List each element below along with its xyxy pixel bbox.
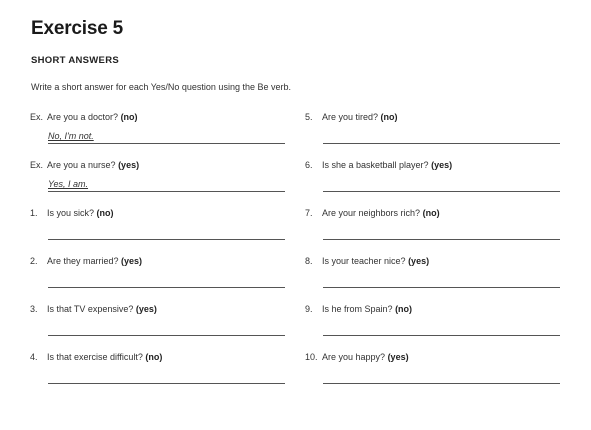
answer-line[interactable]	[48, 287, 285, 288]
right-column	[305, 112, 560, 400]
question-text	[30, 208, 114, 218]
instructions-text: Write a short answer for each Yes/No question using the Be verb.	[31, 82, 291, 92]
question: Is he from Spain?	[322, 304, 393, 314]
example-answer: No, I'm not.	[48, 131, 94, 141]
exercise-item	[305, 160, 560, 208]
answer-line[interactable]	[48, 383, 285, 384]
answer-hint: (yes)	[121, 256, 143, 266]
answer-line[interactable]	[48, 335, 285, 336]
question-text	[305, 112, 398, 122]
question-text	[305, 256, 429, 266]
answer-hint: (yes)	[408, 256, 430, 266]
exercise-item	[30, 112, 285, 160]
answer-hint: (yes)	[118, 160, 140, 170]
exercise-item	[305, 352, 560, 400]
exercise-item	[30, 256, 285, 304]
answer-hint: (yes)	[135, 304, 157, 314]
answer-line[interactable]	[323, 335, 560, 336]
item-number: 8.	[305, 256, 313, 266]
question-text	[305, 160, 452, 170]
question-text	[30, 352, 162, 362]
item-number: 4.	[30, 352, 38, 362]
answer-line[interactable]	[323, 239, 560, 240]
answer-hint: (no)	[145, 352, 163, 362]
question: Is your teacher nice?	[322, 256, 406, 266]
answer-hint: (no)	[380, 112, 398, 122]
example-answer: Yes, I am.	[48, 179, 89, 189]
answer-line[interactable]	[323, 143, 560, 144]
exercise-item	[305, 112, 560, 160]
answer-hint: (no)	[96, 208, 114, 218]
exercise-item	[30, 208, 285, 256]
answer-line[interactable]	[48, 239, 285, 240]
question-text	[305, 208, 440, 218]
question: Are you happy?	[322, 352, 386, 362]
question: Is that exercise difficult?	[47, 352, 143, 362]
question: Are you a nurse?	[47, 160, 116, 170]
answer-hint: (no)	[395, 304, 413, 314]
answer-hint: (no)	[422, 208, 440, 218]
question-text	[305, 352, 409, 362]
question-text	[30, 112, 138, 122]
item-number: Ex.	[30, 160, 44, 170]
question-text	[30, 256, 142, 266]
question: Are you a doctor?	[47, 112, 119, 122]
item-number: 1.	[30, 208, 38, 218]
item-number: 6.	[305, 160, 313, 170]
question: Is she a basketball player?	[322, 160, 429, 170]
exercise-item	[30, 160, 285, 208]
answer-line[interactable]	[323, 287, 560, 288]
question-text	[30, 304, 157, 314]
exercise-item	[305, 256, 560, 304]
item-number: 5.	[305, 112, 313, 122]
item-number: 3.	[30, 304, 38, 314]
question: Are you tired?	[322, 112, 379, 122]
page-title: Exercise 5	[31, 18, 124, 39]
answer-line[interactable]	[48, 143, 285, 144]
exercise-item	[30, 352, 285, 400]
answer-line[interactable]	[323, 191, 560, 192]
left-column	[30, 112, 285, 400]
item-number: 9.	[305, 304, 313, 314]
exercise-item	[30, 304, 285, 352]
answer-line[interactable]	[323, 383, 560, 384]
item-number: 7.	[305, 208, 313, 218]
section-subtitle: SHORT ANSWERS	[31, 55, 119, 66]
question-text	[30, 160, 139, 170]
question-text	[305, 304, 412, 314]
exercise-item	[305, 304, 560, 352]
question: Is that TV expensive?	[47, 304, 134, 314]
exercise-item	[305, 208, 560, 256]
answer-line[interactable]	[48, 191, 285, 192]
item-number: Ex.	[30, 112, 44, 122]
answer-hint: (yes)	[387, 352, 409, 362]
question: Are your neighbors rich?	[322, 208, 421, 218]
question: Are they married?	[47, 256, 119, 266]
item-number: 2.	[30, 256, 38, 266]
question: Is you sick?	[47, 208, 95, 218]
item-number: 10.	[305, 352, 318, 362]
answer-hint: (no)	[120, 112, 138, 122]
answer-hint: (yes)	[431, 160, 453, 170]
